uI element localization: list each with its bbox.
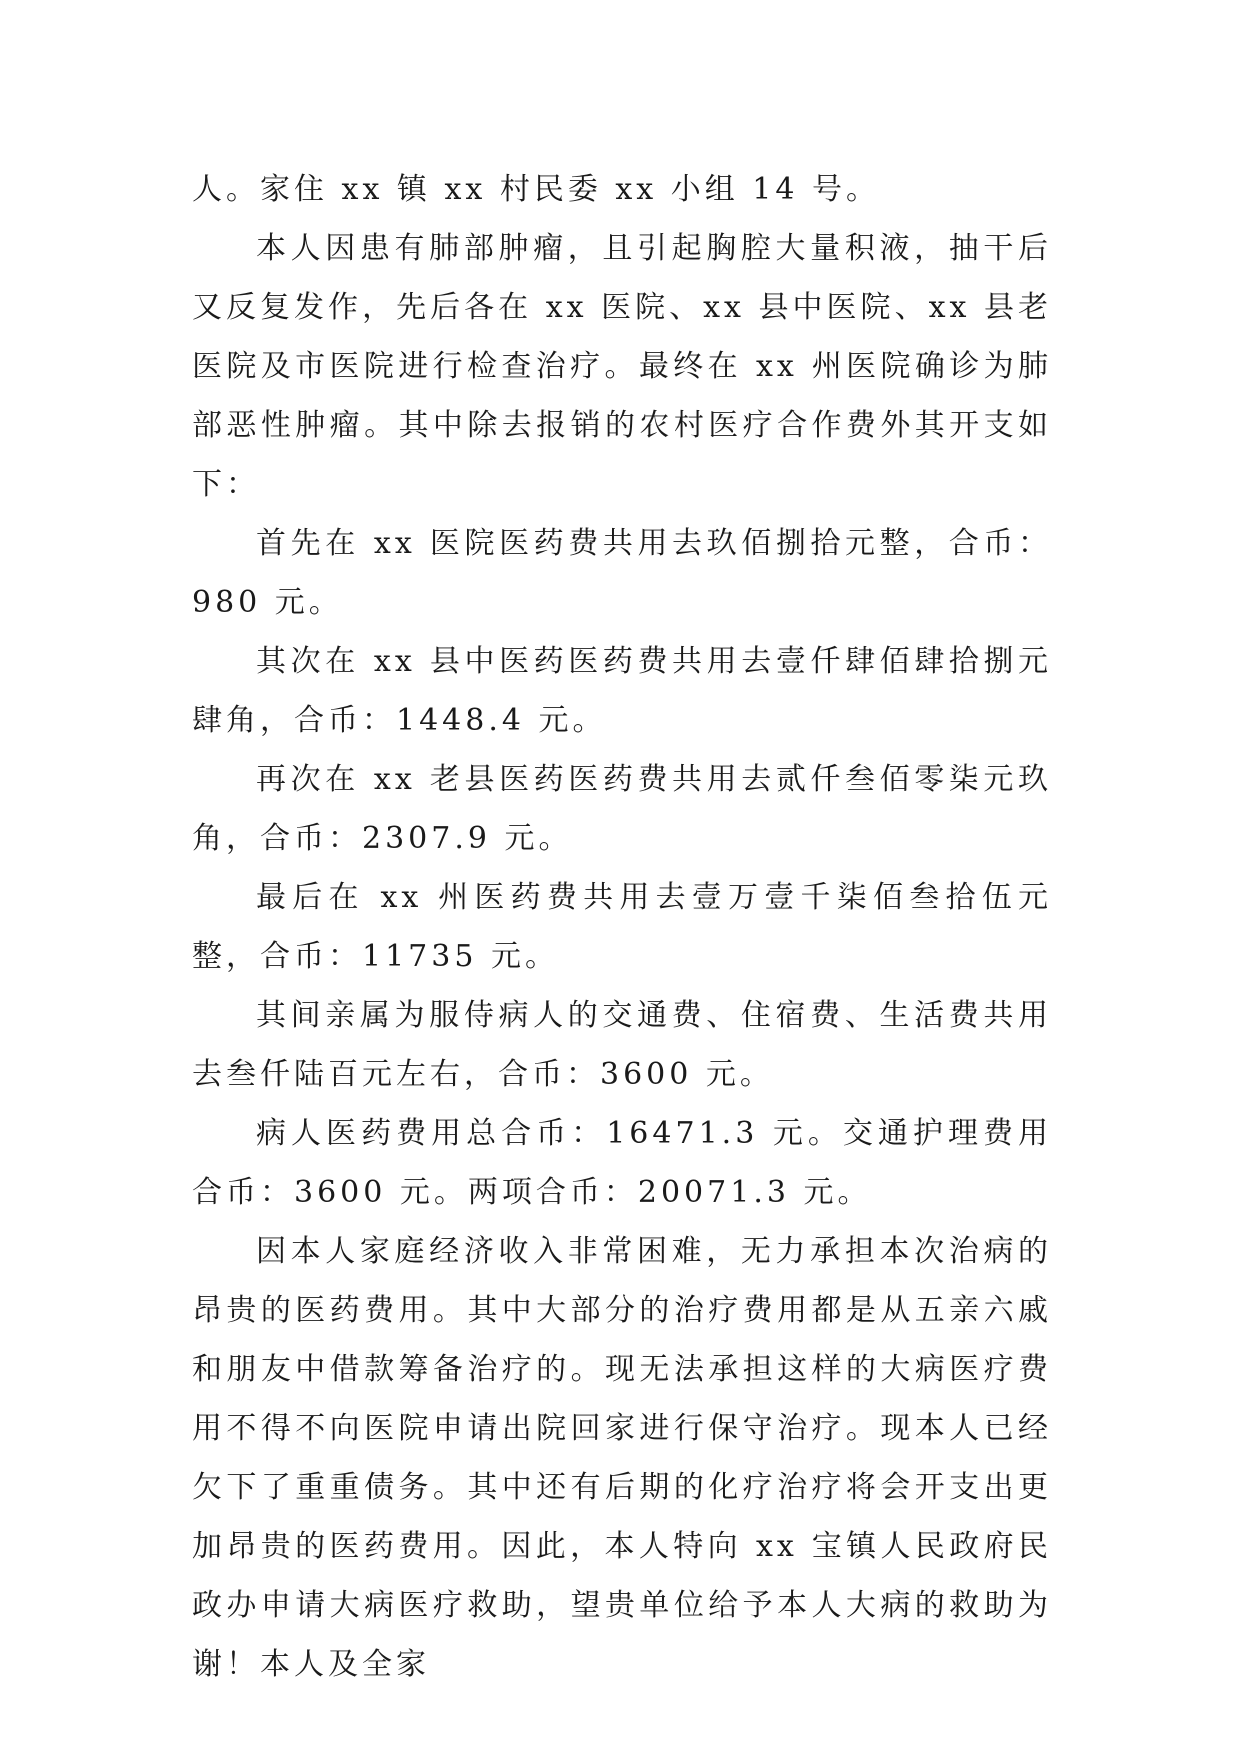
paragraph-expense-last: 最后在 xx 州医药费共用去壹万壹千柒佰叁拾伍元整，合币：11735 元。 [192, 880, 1052, 974]
paragraph-hardship-request: 因本人家庭经济收入非常困难，无力承担本次治病的昂贵的医药费用。其中大部分的治疗费用都是从五亲六戚和朋友中借款筹备治疗的。现无法承担这样的大病医疗费用不得不向医院申请出院回家进行保守治疗。现本人已经欠下了重重债务。其中还有后期的化疗治疗将会开支出更加昂贵的医药费用。因此，本人特向 xx 宝镇人民政府民政办申请大病医疗救助，望贵单位给予本人大病的救助为谢！本人及全家 [192, 1234, 1052, 1682]
paragraph-expense-first: 首先在 xx 医院医药费共用去玖佰捌拾元整，合币：980 元。 [192, 526, 1052, 620]
paragraph-illness-description: 本人因患有肺部肿瘤，且引起胸腔大量积液，抽干后又反复发作，先后各在 xx 医院、xx 县中医院、xx 县老医院及市医院进行检查治疗。最终在 xx 州医院确诊为肺部恶性肿瘤。其中除去报销的农村医疗合作费外其开支如下： [192, 231, 1052, 502]
paragraph-total-expenses: 病人医药费用总合币：16471.3 元。交通护理费用合币：3600 元。两项合币：20071.3 元。 [192, 1116, 1052, 1210]
paragraph-expense-second: 其次在 xx 县中医药医药费共用去壹仟肆佰肆拾捌元肆角，合币：1448.4 元。 [192, 644, 1052, 738]
paragraph-expense-third: 再次在 xx 老县医药医药费共用去贰仟叁佰零柒元玖角，合币：2307.9 元。 [192, 762, 1052, 856]
paragraph-family-expenses: 其间亲属为服侍病人的交通费、住宿费、生活费共用去叁仟陆百元左右，合币：3600 元。 [192, 998, 1052, 1092]
paragraph-continued-address: 人。家住 xx 镇 xx 村民委 xx 小组 14 号。 [192, 172, 880, 207]
document-body [192, 160, 1052, 1694]
